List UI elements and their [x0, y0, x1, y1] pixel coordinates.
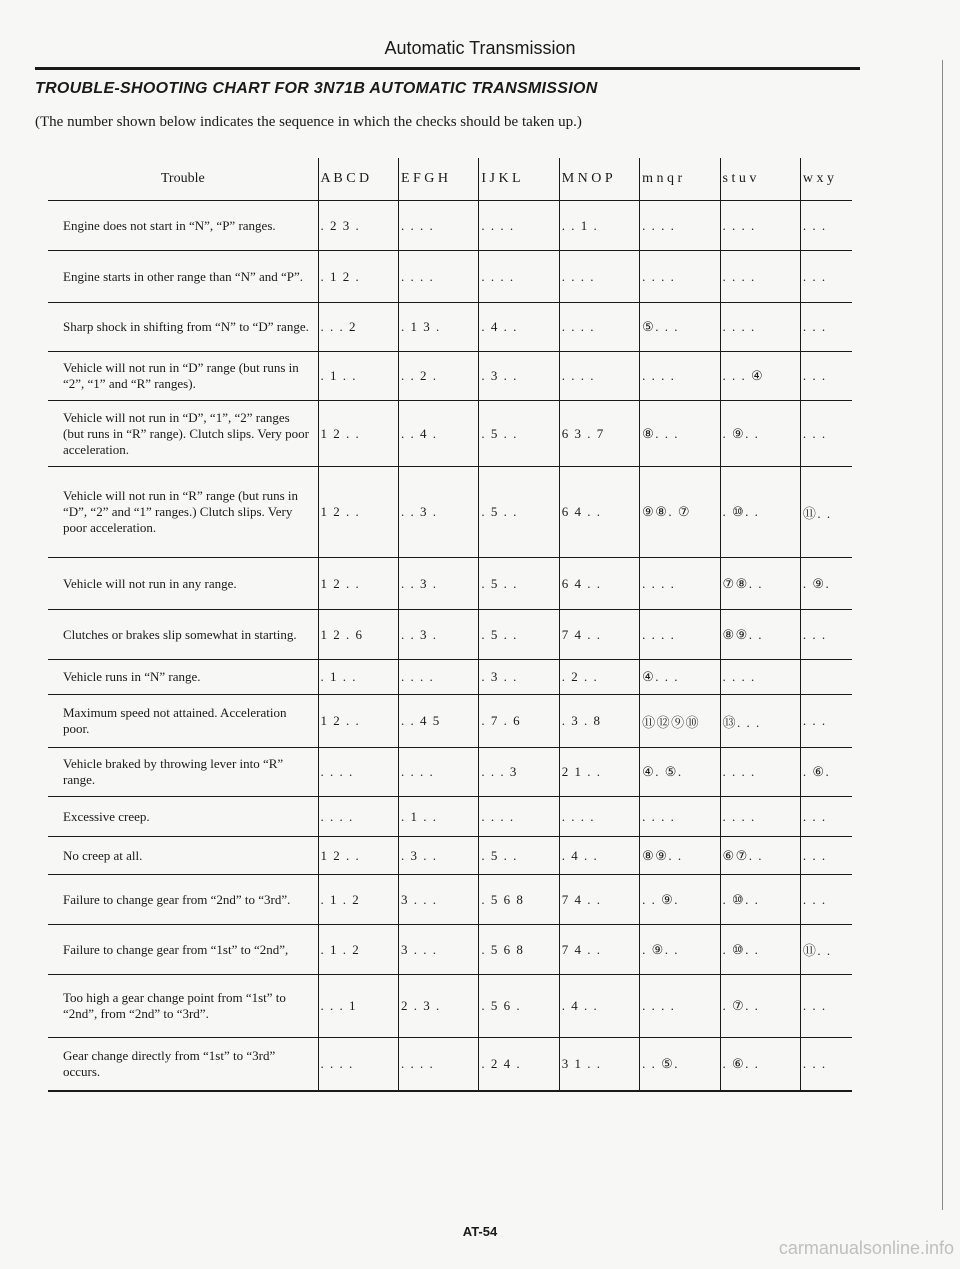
check-sequence-efgh: . 1 . .	[398, 797, 478, 837]
table-row	[48, 925, 852, 975]
check-sequence-mnop: 2 1 . .	[559, 748, 639, 797]
check-sequence-abcd: . 1 . 2	[318, 875, 398, 925]
check-sequence-wxy: . . .	[800, 610, 852, 660]
check-sequence-mnqr: . . ⑨.	[640, 875, 720, 925]
check-sequence-mnqr: . . . .	[640, 797, 720, 837]
check-sequence-stuv: . ⑩. .	[720, 925, 800, 975]
check-sequence-efgh: 3 . . .	[398, 925, 478, 975]
check-sequence-stuv: . . . .	[720, 660, 800, 695]
check-sequence-efgh: . . 4 5	[398, 695, 478, 748]
table-header-row	[48, 158, 852, 201]
column-header-efgh: E F G H	[398, 158, 478, 201]
check-sequence-wxy	[800, 660, 852, 695]
check-sequence-stuv: . ⑨. .	[720, 401, 800, 467]
trouble-description: Engine does not start in “N”, “P” ranges.	[48, 201, 318, 251]
trouble-description: Vehicle will not run in “D”, “1”, “2” ranges (but runs in “R” range). Clutch slips. Very poor acceleration.	[48, 401, 318, 467]
check-sequence-wxy: . . .	[800, 401, 852, 467]
check-sequence-mnop: . 3 . 8	[559, 695, 639, 748]
check-sequence-abcd: . . . .	[318, 1038, 398, 1091]
check-sequence-ijkl: . . . .	[479, 201, 559, 251]
check-sequence-ijkl: . 5 . .	[479, 401, 559, 467]
check-sequence-ijkl: . 5 6 8	[479, 925, 559, 975]
check-sequence-efgh: . . . .	[398, 748, 478, 797]
check-sequence-mnqr: . . . .	[640, 201, 720, 251]
trouble-description: Vehicle will not run in “D” range (but runs in “2”, “1” and “R” ranges).	[48, 352, 318, 401]
check-sequence-wxy: . . .	[800, 201, 852, 251]
trouble-description: Clutches or brakes slip somewhat in starting.	[48, 610, 318, 660]
check-sequence-stuv: ⑧⑨. .	[720, 610, 800, 660]
column-header-mnop: M N O P	[559, 158, 639, 201]
check-sequence-mnqr: . . . .	[640, 610, 720, 660]
check-sequence-mnop: 3 1 . .	[559, 1038, 639, 1091]
check-sequence-ijkl: . . . .	[479, 797, 559, 837]
check-sequence-mnqr: . . . .	[640, 558, 720, 610]
check-sequence-mnqr: ⑤. . .	[640, 303, 720, 352]
check-sequence-mnqr: ⑧. . .	[640, 401, 720, 467]
table-row	[48, 467, 852, 558]
check-sequence-abcd: . 1 2 .	[318, 251, 398, 303]
check-sequence-ijkl: . 3 . .	[479, 352, 559, 401]
trouble-shooting-table	[48, 158, 852, 1092]
page-edge-line	[942, 60, 943, 1210]
check-sequence-efgh: . . 3 .	[398, 558, 478, 610]
check-sequence-ijkl: . 5 . .	[479, 467, 559, 558]
check-sequence-mnqr: ⑧⑨. .	[640, 837, 720, 875]
check-sequence-mnqr: . ⑨. .	[640, 925, 720, 975]
table-row	[48, 352, 852, 401]
check-sequence-ijkl: . 2 4 .	[479, 1038, 559, 1091]
check-sequence-ijkl: . . . .	[479, 251, 559, 303]
page-number: AT-54	[462, 1224, 498, 1239]
check-sequence-mnop: 6 3 . 7	[559, 401, 639, 467]
check-sequence-mnop: 7 4 . .	[559, 875, 639, 925]
trouble-description: Vehicle will not run in any range.	[48, 558, 318, 610]
check-sequence-efgh: . . . .	[398, 201, 478, 251]
check-sequence-wxy: . . .	[800, 975, 852, 1038]
check-sequence-efgh: . . . .	[398, 1038, 478, 1091]
column-header-trouble: Trouble	[48, 158, 318, 201]
table-row	[48, 837, 852, 875]
check-sequence-wxy: . . .	[800, 1038, 852, 1091]
trouble-description: Vehicle braked by throwing lever into “R” range.	[48, 748, 318, 797]
check-sequence-ijkl: . . . 3	[479, 748, 559, 797]
check-sequence-efgh: . . 4 .	[398, 401, 478, 467]
check-sequence-mnop: . 4 . .	[559, 975, 639, 1038]
check-sequence-wxy: . ⑥.	[800, 748, 852, 797]
check-sequence-wxy: . . .	[800, 695, 852, 748]
check-sequence-abcd: . 1 . .	[318, 660, 398, 695]
check-sequence-efgh: . . . .	[398, 660, 478, 695]
check-sequence-mnop: 6 4 . .	[559, 558, 639, 610]
check-sequence-ijkl: . 7 . 6	[479, 695, 559, 748]
check-sequence-stuv: ⑦⑧. .	[720, 558, 800, 610]
check-sequence-stuv: . ⑥. .	[720, 1038, 800, 1091]
check-sequence-ijkl: . 5 . .	[479, 610, 559, 660]
check-sequence-wxy: . . .	[800, 837, 852, 875]
check-sequence-wxy: . . .	[800, 797, 852, 837]
check-sequence-stuv: . . . .	[720, 797, 800, 837]
check-sequence-ijkl: . 5 6 8	[479, 875, 559, 925]
check-sequence-stuv: . . . .	[720, 748, 800, 797]
check-sequence-mnop: . 2 . .	[559, 660, 639, 695]
table-row	[48, 251, 852, 303]
check-sequence-abcd: . . . .	[318, 748, 398, 797]
check-sequence-abcd: . 1 . .	[318, 352, 398, 401]
check-sequence-wxy: . ⑨.	[800, 558, 852, 610]
table-body	[48, 201, 852, 1091]
trouble-description: Too high a gear change point from “1st” to “2nd”, from “2nd” to “3rd”.	[48, 975, 318, 1038]
check-sequence-abcd: 1 2 . .	[318, 467, 398, 558]
check-sequence-abcd: 1 2 . .	[318, 558, 398, 610]
check-sequence-abcd: . 2 3 .	[318, 201, 398, 251]
check-sequence-mnop: . . . .	[559, 352, 639, 401]
check-sequence-ijkl: . 5 . .	[479, 558, 559, 610]
check-sequence-abcd: . . . 2	[318, 303, 398, 352]
check-sequence-stuv: . . . ④	[720, 352, 800, 401]
check-sequence-efgh: . 1 3 .	[398, 303, 478, 352]
check-sequence-mnop: 7 4 . .	[559, 610, 639, 660]
column-header-abcd: A B C D	[318, 158, 398, 201]
column-header-wxy: w x y	[800, 158, 852, 201]
check-sequence-mnqr: ⑪⑫⑨⑩	[640, 695, 720, 748]
check-sequence-ijkl: . 5 . .	[479, 837, 559, 875]
check-sequence-stuv: . ⑩. .	[720, 467, 800, 558]
check-sequence-mnqr: . . . .	[640, 975, 720, 1038]
table-row	[48, 695, 852, 748]
check-sequence-mnop: . . . .	[559, 251, 639, 303]
check-sequence-efgh: . . . .	[398, 251, 478, 303]
check-sequence-mnop: . . . .	[559, 303, 639, 352]
table-row	[48, 875, 852, 925]
trouble-description: Vehicle runs in “N” range.	[48, 660, 318, 695]
table-row	[48, 1038, 852, 1091]
table-row	[48, 797, 852, 837]
trouble-description: Gear change directly from “1st” to “3rd” occurs.	[48, 1038, 318, 1091]
column-header-mnqr: m n q r	[640, 158, 720, 201]
trouble-description: No creep at all.	[48, 837, 318, 875]
header-rule	[35, 67, 860, 70]
check-sequence-abcd: . . . .	[318, 797, 398, 837]
check-sequence-mnqr: ⑨⑧. ⑦	[640, 467, 720, 558]
check-sequence-efgh: . 3 . .	[398, 837, 478, 875]
table-row	[48, 201, 852, 251]
check-sequence-efgh: . . 3 .	[398, 467, 478, 558]
table-row	[48, 303, 852, 352]
check-sequence-wxy: . . .	[800, 352, 852, 401]
trouble-description: Maximum speed not attained. Acceleration poor.	[48, 695, 318, 748]
check-sequence-mnop: . . . .	[559, 797, 639, 837]
check-sequence-ijkl: . 3 . .	[479, 660, 559, 695]
check-sequence-stuv: ⑥⑦. .	[720, 837, 800, 875]
check-sequence-ijkl: . 4 . .	[479, 303, 559, 352]
check-sequence-stuv: ⑬. . .	[720, 695, 800, 748]
column-header-ijkl: I J K L	[479, 158, 559, 201]
check-sequence-mnqr: ④. ⑤.	[640, 748, 720, 797]
table-row	[48, 660, 852, 695]
table-row	[48, 610, 852, 660]
check-sequence-mnqr: . . ⑤.	[640, 1038, 720, 1091]
trouble-description: Engine starts in other range than “N” and “P”.	[48, 251, 318, 303]
check-sequence-mnop: . 4 . .	[559, 837, 639, 875]
check-sequence-abcd: 1 2 . .	[318, 837, 398, 875]
check-sequence-wxy: ⑪. .	[800, 925, 852, 975]
page-section-title: Automatic Transmission	[384, 38, 576, 58]
trouble-description: Excessive creep.	[48, 797, 318, 837]
check-sequence-wxy: . . .	[800, 303, 852, 352]
check-sequence-stuv: . ⑦. .	[720, 975, 800, 1038]
trouble-description: Failure to change gear from “1st” to “2nd”,	[48, 925, 318, 975]
table-row	[48, 748, 852, 797]
check-sequence-mnqr: . . . .	[640, 251, 720, 303]
check-sequence-wxy: . . .	[800, 251, 852, 303]
check-sequence-ijkl: . 5 6 .	[479, 975, 559, 1038]
check-sequence-stuv: . . . .	[720, 251, 800, 303]
check-sequence-mnqr: . . . .	[640, 352, 720, 401]
check-sequence-abcd: 1 2 . .	[318, 695, 398, 748]
check-sequence-stuv: . . . .	[720, 303, 800, 352]
check-sequence-mnop: . . 1 .	[559, 201, 639, 251]
check-sequence-mnqr: ④. . .	[640, 660, 720, 695]
check-sequence-abcd: . . . 1	[318, 975, 398, 1038]
table-row	[48, 558, 852, 610]
check-sequence-abcd: . 1 . 2	[318, 925, 398, 975]
check-sequence-stuv: . ⑩. .	[720, 875, 800, 925]
trouble-description: Sharp shock in shifting from “N” to “D” range.	[48, 303, 318, 352]
check-sequence-wxy: ⑪. .	[800, 467, 852, 558]
column-header-stuv: s t u v	[720, 158, 800, 201]
check-sequence-wxy: . . .	[800, 875, 852, 925]
check-sequence-mnop: 6 4 . .	[559, 467, 639, 558]
check-sequence-efgh: 2 . 3 .	[398, 975, 478, 1038]
trouble-description: Failure to change gear from “2nd” to “3rd”.	[48, 875, 318, 925]
chart-title: TROUBLE-SHOOTING CHART FOR 3N71B AUTOMATIC TRANSMISSION	[35, 80, 598, 97]
check-sequence-mnop: 7 4 . .	[559, 925, 639, 975]
check-sequence-abcd: 1 2 . 6	[318, 610, 398, 660]
table-row	[48, 975, 852, 1038]
check-sequence-abcd: 1 2 . .	[318, 401, 398, 467]
table-row	[48, 401, 852, 467]
trouble-description: Vehicle will not run in “R” range (but runs in “D”, “2” and “1” ranges.) Clutch slips. Very poor acceleration.	[48, 467, 318, 558]
check-sequence-efgh: . . 3 .	[398, 610, 478, 660]
check-sequence-stuv: . . . .	[720, 201, 800, 251]
check-sequence-efgh: 3 . . .	[398, 875, 478, 925]
check-sequence-efgh: . . 2 .	[398, 352, 478, 401]
watermark: carmanualsonline.info	[778, 1238, 954, 1258]
chart-note: (The number shown below indicates the sequence in which the checks should be taken up.)	[35, 114, 582, 130]
